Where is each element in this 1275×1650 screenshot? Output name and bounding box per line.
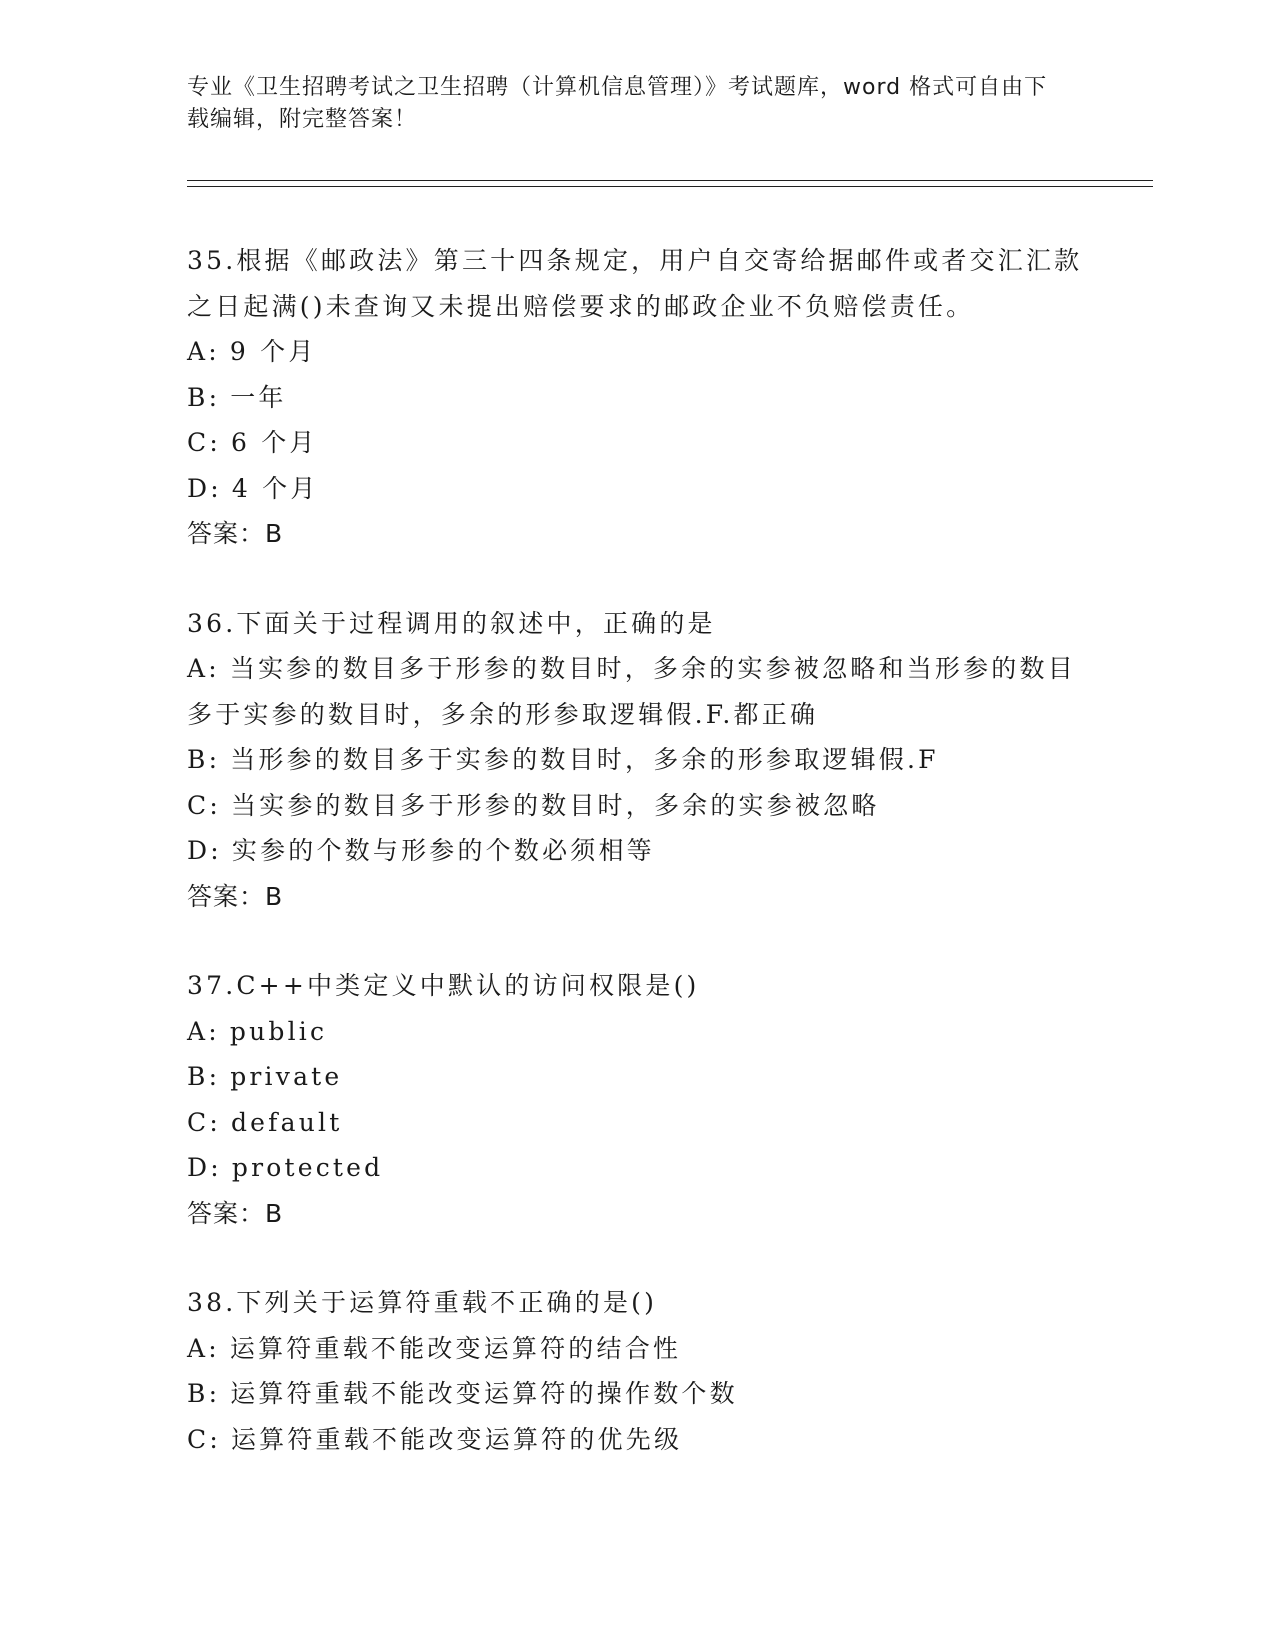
document-header: 专业《卫生招聘考试之卫生招聘（计算机信息管理）》考试题库，word 格式可自由下载编辑，附完整答案！ <box>187 75 1048 132</box>
option-label: D: <box>187 473 222 503</box>
option-text: private <box>230 1062 343 1091</box>
question-text: 35.根据《邮政法》第三十四条规定，用户自交寄给据邮件或者交汇汇款之日起满()未查询又未提出赔偿要求的邮政企业不负赔偿责任。 <box>187 246 1083 321</box>
option-label: B: <box>187 1379 221 1408</box>
option-a <box>187 646 1087 737</box>
option-label: C: <box>187 428 221 457</box>
option-c <box>187 783 1087 829</box>
header-rule-bottom <box>187 186 1153 187</box>
option-b <box>187 1054 1087 1100</box>
option-text: 4 个月 <box>231 473 319 503</box>
option-a <box>187 1326 1087 1372</box>
option-label: B: <box>187 745 221 774</box>
option-text: protected <box>231 1153 384 1182</box>
answer: 答案：B <box>187 1198 284 1228</box>
question-text: 37.C++中类定义中默认的访问权限是() <box>187 971 700 1000</box>
option-label: A: <box>187 654 220 683</box>
option-text: public <box>229 1016 328 1046</box>
option-c <box>187 1417 1087 1463</box>
option-b <box>187 737 1087 783</box>
option-c <box>187 420 1087 466</box>
question-38 <box>187 1280 1087 1462</box>
option-text: 运算符重载不能改变运算符的操作数个数 <box>230 1379 738 1408</box>
option-text: 当实参的数目多于形参的数目时，多余的实参被忽略和当形参的数目多于实参的数目时，多余的形参取逻辑假.F.都正确 <box>187 654 1076 729</box>
option-text: 运算符重载不能改变运算符的优先级 <box>230 1424 683 1454</box>
option-label: A: <box>187 337 220 366</box>
question-text: 38.下列关于运算符重载不正确的是() <box>187 1288 658 1317</box>
option-text: 9 个月 <box>229 337 317 366</box>
answer: 答案：B <box>187 519 284 548</box>
option-label: C: <box>187 790 221 820</box>
header-rule-top <box>187 180 1153 181</box>
option-label: C: <box>187 1107 221 1137</box>
option-d <box>187 828 1087 874</box>
question-36 <box>187 601 1087 920</box>
option-text: 当形参的数目多于实参的数目时，多余的形参取逻辑假.F <box>230 745 939 774</box>
option-label: B: <box>187 382 221 412</box>
option-text: default <box>230 1107 343 1137</box>
answer: 答案：B <box>187 881 284 911</box>
option-label: B: <box>187 1062 221 1091</box>
option-text: 一年 <box>230 382 287 412</box>
option-label: D: <box>187 1153 222 1182</box>
option-text: 实参的个数与形参的个数必须相等 <box>231 836 655 865</box>
option-label: D: <box>187 836 222 865</box>
option-d <box>187 1145 1087 1191</box>
question-37 <box>187 963 1087 1236</box>
option-label: A: <box>187 1016 220 1046</box>
option-text: 6 个月 <box>230 428 318 457</box>
option-text: 当实参的数目多于形参的数目时，多余的实参被忽略 <box>230 790 880 820</box>
option-d <box>187 466 1087 512</box>
question-35 <box>187 238 1087 557</box>
question-text: 36.下面关于过程调用的叙述中，正确的是 <box>187 608 716 638</box>
option-b <box>187 375 1087 421</box>
option-b <box>187 1371 1087 1417</box>
question-list <box>187 238 1087 1506</box>
option-text: 运算符重载不能改变运算符的结合性 <box>229 1333 682 1363</box>
option-a <box>187 329 1087 375</box>
option-label: C: <box>187 1424 221 1454</box>
option-label: A: <box>187 1333 220 1363</box>
option-c <box>187 1100 1087 1146</box>
option-a <box>187 1009 1087 1055</box>
